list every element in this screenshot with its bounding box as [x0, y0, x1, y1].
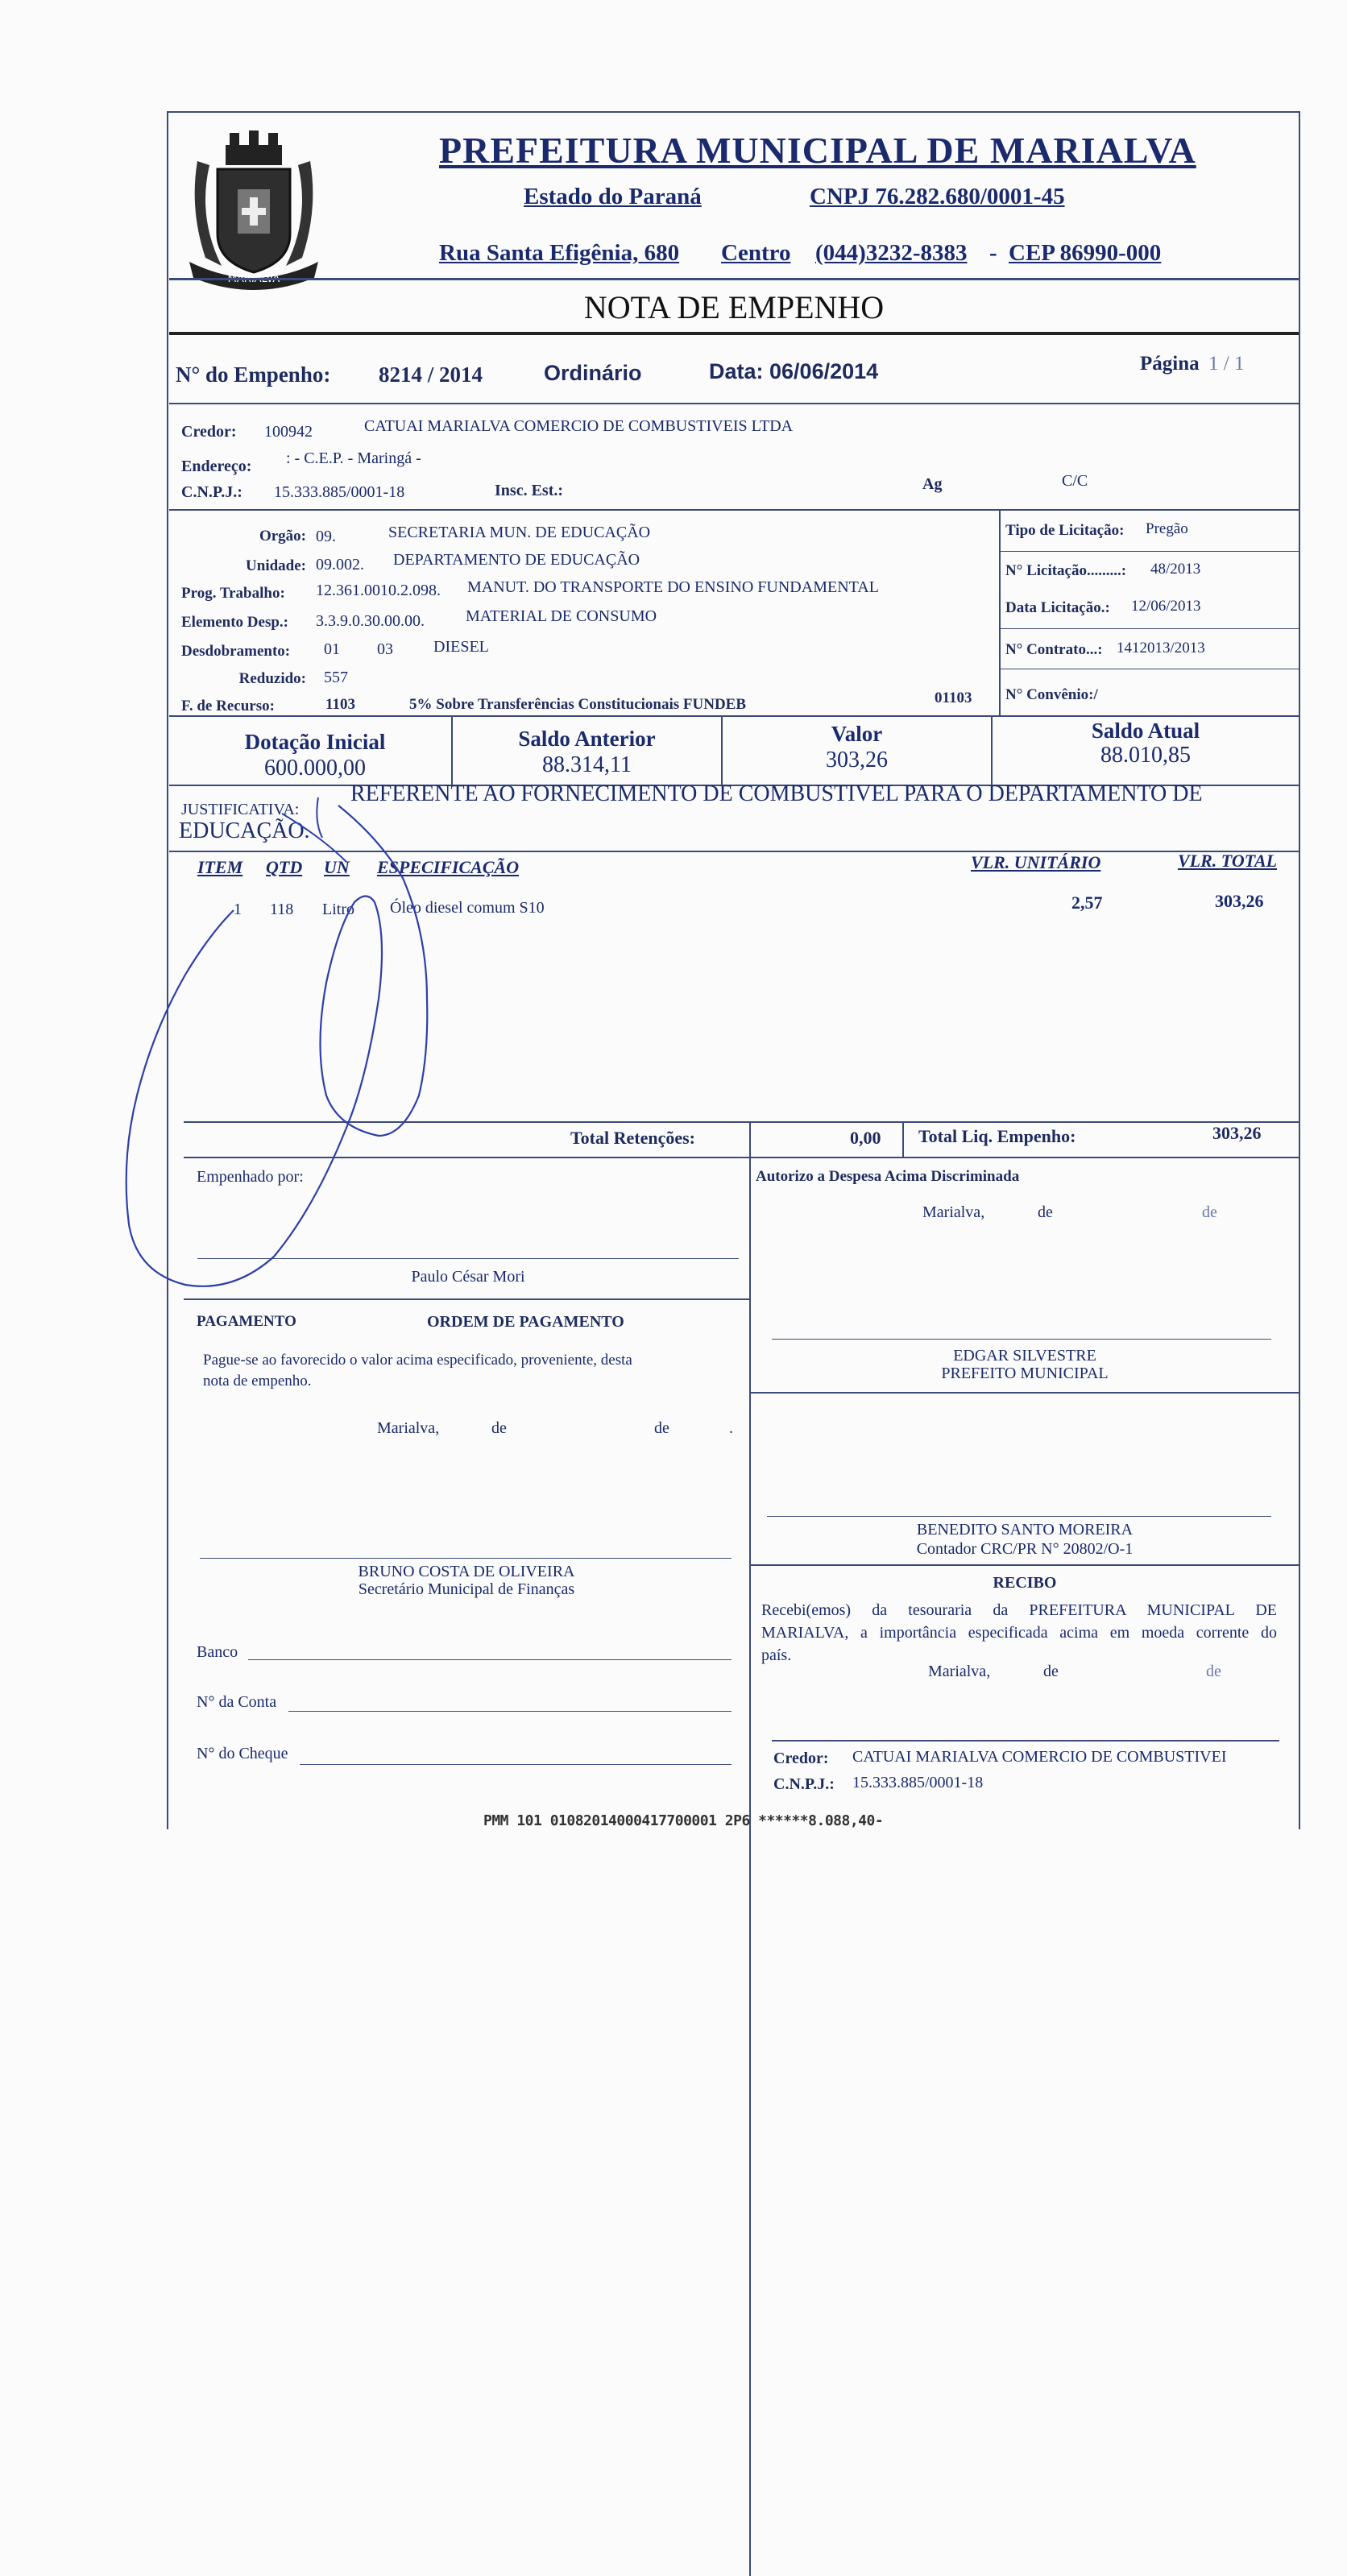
pagamento-label: PAGAMENTO: [197, 1313, 296, 1330]
col-un: UN: [324, 857, 350, 877]
reduzido-value: 557: [324, 669, 348, 686]
licitacao-num-value: 48/2013: [1150, 561, 1201, 578]
empenhado-name: Paulo César Mori: [411, 1268, 525, 1286]
contrato-label: N° Contrato...:: [1005, 641, 1103, 658]
doc-title: NOTA DE EMPENHO: [583, 289, 885, 325]
recibo-sign-line: [772, 1740, 1279, 1741]
row1-qtd: 118: [270, 901, 294, 918]
recibo-de-2: de: [1206, 1663, 1221, 1680]
recibo-cnpj-label: C.N.P.J.:: [773, 1775, 835, 1793]
address-value: : - C.E.P. - Maringá -: [286, 449, 421, 467]
prefeito-sign-line: [772, 1339, 1271, 1340]
contador-sign-line: [767, 1516, 1271, 1517]
credor-name: CATUAI MARIALVA COMERCIO DE COMBUSTIVEIS LTDA: [364, 417, 794, 435]
elem-name: MATERIAL DE CONSUMO: [466, 607, 657, 625]
saldo-atual-value: 88.010,85: [1100, 743, 1191, 768]
title-divider: [169, 332, 1299, 335]
total-liq-value: 303,26: [1212, 1123, 1262, 1143]
unidade-code: 09.002.: [316, 556, 364, 574]
recibo-city: Marialva,: [928, 1663, 991, 1680]
orgao-name: SECRETARIA MUN. DE EDUCAÇÃO: [388, 524, 651, 541]
totals-sep: [902, 1121, 904, 1157]
insc-est-label: Insc. Est.:: [495, 482, 564, 499]
recibo-line2: MARIALVA, a importância especificada acima em moeda corrente do: [761, 1624, 1277, 1642]
valor-value: 303,26: [826, 748, 888, 772]
page-label: Página: [1140, 353, 1200, 375]
empenho-divider: [169, 403, 1299, 404]
secretario-title: Secretário Municipal de Finanças: [358, 1580, 575, 1598]
prefeito-title: PREFEITO MUNICIPAL: [941, 1365, 1109, 1382]
unidade-label: Unidade:: [246, 557, 306, 574]
budget-divider: [169, 715, 1299, 717]
recurso-code: 1103: [325, 696, 355, 713]
elem-label: Elemento Desp.:: [181, 614, 288, 631]
prog-label: Prog. Trabalho:: [181, 585, 285, 602]
reduzido-label: Reduzido:: [238, 670, 306, 687]
col-vlr-total: VLR. TOTAL: [1178, 851, 1278, 871]
empenhado-label: Empenhado por:: [197, 1168, 304, 1186]
autorizo-de-1: de: [1038, 1203, 1053, 1221]
recibo-title: RECIBO: [993, 1574, 1057, 1592]
empenho-date: Data: 06/06/2014: [709, 359, 879, 383]
pagamento-de-1: de: [491, 1419, 507, 1437]
desd-name: DIESEL: [433, 638, 489, 656]
pagamento-de-2: de: [654, 1419, 669, 1437]
tipo-licitacao-value: Pregão: [1146, 520, 1188, 537]
row1-total-value: 303,26: [1215, 891, 1264, 911]
address-label: Endereço:: [181, 458, 252, 475]
cheque-field[interactable]: [300, 1764, 732, 1765]
prog-code: 12.361.0010.2.098.: [316, 582, 441, 599]
header-divider: [169, 278, 1299, 280]
data-licitacao-label: Data Licitação.:: [1005, 599, 1110, 616]
empenho-number: 8214 / 2014: [379, 362, 483, 387]
desd-code2: 03: [377, 640, 393, 658]
pagamento-dot: .: [729, 1419, 733, 1437]
saldo-anterior-value: 88.314,11: [542, 752, 632, 777]
street-address: Rua Santa Efigênia, 680: [439, 240, 680, 266]
account-label: C/C: [1062, 472, 1088, 490]
contador-title: Contador CRC/PR N° 20802/O-1: [916, 1540, 1134, 1558]
row1-spec: Óleo diesel comum S10: [390, 899, 545, 917]
prefeito-bottom: [751, 1392, 1299, 1394]
credor-cnpj-value: 15.333.885/0001-18: [274, 483, 405, 501]
cep-header: CEP 86990-000: [1009, 240, 1162, 266]
total-retencoes-value: 0,00: [850, 1128, 881, 1148]
row1-un: Litro: [322, 901, 354, 918]
pagamento-text-1: Pague-se ao favorecido o valor acima especificado, proveniente, desta: [203, 1352, 632, 1369]
recurso-name: 5% Sobre Transferências Constitucionais FUNDEB: [409, 696, 747, 713]
pagamento-city: Marialva,: [377, 1419, 440, 1437]
empenho-type: Ordinário: [544, 361, 642, 385]
col-item: ITEM: [197, 857, 243, 877]
desd-code1: 01: [324, 640, 340, 658]
recibo-de-1: de: [1043, 1663, 1059, 1680]
recurso-label: F. de Recurso:: [181, 698, 275, 714]
justificativa-line1: REFERENTE AO FORNECIMENTO DE COMBUSTIVEL PARA O DEPARTAMENTO DE: [350, 781, 1203, 806]
banco-field[interactable]: [248, 1659, 732, 1660]
cheque-label: N° do Cheque: [197, 1745, 288, 1762]
center-district: Centro: [721, 240, 791, 266]
footer-code: PMM 101 01082014000417700001 2P6 ******8.088,40-: [483, 1812, 884, 1829]
recibo-credor-name: CATUAI MARIALVA COMERCIO DE COMBUSTIVEI: [852, 1748, 1227, 1766]
credor-divider: [169, 509, 1299, 511]
handwritten-signature: [121, 789, 540, 1305]
contador-bottom: [751, 1564, 1299, 1566]
cnpj-header: CNPJ 76.282.680/0001-45: [810, 184, 1065, 209]
conta-label: N° da Conta: [197, 1693, 277, 1711]
row1-item: 1: [234, 901, 242, 918]
licit-divider-2: [1001, 628, 1299, 629]
justificativa-label: JUSTIFICATIVA:: [181, 801, 300, 818]
saldo-atual-label: Saldo Atual: [1091, 719, 1200, 743]
contrato-value: 1412013/2013: [1117, 640, 1205, 656]
banco-label: Banco: [197, 1643, 238, 1661]
pagamento-text-2: nota de empenho.: [203, 1373, 312, 1389]
col-vlr-unitario: VLR. UNITÁRIO: [971, 852, 1101, 872]
frame-right: [1299, 111, 1300, 1829]
page-title: PREFEITURA MUNICIPAL DE MARIALVA: [439, 130, 1196, 171]
budget-separator: [999, 511, 1001, 717]
frame-top: [167, 111, 1300, 113]
total-retencoes-label: Total Retenções:: [570, 1128, 695, 1148]
contador-name: BENEDITO SANTO MOREIRA: [916, 1521, 1134, 1539]
licitacao-num-label: N° Licitação.........:: [1005, 562, 1127, 579]
secretario-name: BRUNO COSTA DE OLIVEIRA: [358, 1563, 575, 1580]
column-divider: [749, 1121, 751, 2576]
dotacao-label: Dotação Inicial: [244, 730, 386, 754]
row1-unit-value: 2,57: [1071, 892, 1103, 913]
credor-code: 100942: [264, 423, 313, 441]
total-liq-label: Total Liq. Empenho:: [918, 1126, 1076, 1146]
col-qtd: QTD: [266, 857, 303, 877]
prog-name: MANUT. DO TRANSPORTE DO ENSINO FUNDAMENTAL: [467, 578, 879, 596]
credor-label: Credor:: [181, 423, 237, 441]
tipo-licitacao-label: Tipo de Licitação:: [1005, 522, 1125, 539]
licit-divider-1: [1001, 551, 1299, 552]
autorizo-de-2: de: [1202, 1203, 1217, 1221]
secretario-sign-line: [200, 1558, 732, 1559]
desd-label: Desdobramento:: [181, 643, 291, 660]
autorizo-city: Marialva,: [922, 1203, 985, 1221]
col-especificacao: ESPECIFICAÇÃO: [377, 857, 520, 877]
conta-field[interactable]: [288, 1711, 732, 1712]
phone-number: (044)3232-8383: [815, 240, 968, 266]
orgao-label: Orgão:: [259, 528, 306, 545]
agency-label: Ag: [922, 475, 943, 493]
recurso-number: 01103: [935, 690, 972, 706]
page-value: 1 / 1: [1208, 353, 1245, 375]
state-name: Estado do Paraná: [524, 184, 702, 209]
empenho-label: N° do Empenho:: [176, 362, 331, 387]
elem-code: 3.3.9.0.30.00.00.: [316, 612, 425, 630]
municipal-crest: [173, 129, 334, 290]
unidade-name: DEPARTAMENTO DE EDUCAÇÃO: [393, 551, 640, 569]
recibo-credor-label: Credor:: [773, 1750, 829, 1767]
ordem-pagamento-label: ORDEM DE PAGAMENTO: [427, 1313, 624, 1331]
valor-label: Valor: [831, 722, 883, 746]
credor-cnpj-label: C.N.P.J.:: [181, 483, 242, 501]
saldo-anterior-label: Saldo Anterior: [518, 727, 656, 751]
justificativa-line2: EDUCAÇÃO.: [179, 818, 310, 843]
prefeito-name: EDGAR SILVESTRE: [953, 1347, 1096, 1365]
dotacao-value: 600.000,00: [264, 756, 366, 781]
header-dash: -: [989, 240, 997, 266]
data-licitacao-value: 12/06/2013: [1131, 598, 1201, 615]
orgao-code: 09.: [316, 528, 336, 545]
convenio-label: N° Convênio:/: [1005, 686, 1098, 703]
recibo-line3: país.: [761, 1646, 792, 1664]
recibo-line1: Recebi(emos) da tesouraria da PREFEITURA MUNICIPAL DE: [761, 1601, 1277, 1619]
recibo-cnpj-value: 15.333.885/0001-18: [852, 1774, 984, 1791]
autorizo-label: Autorizo a Despesa Acima Discriminada: [756, 1168, 1020, 1185]
